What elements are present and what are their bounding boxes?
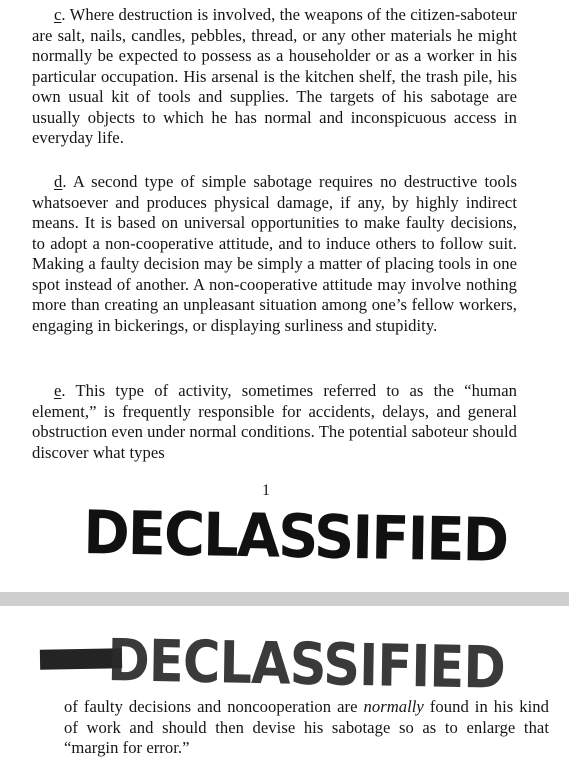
continued-text	[64, 697, 549, 759]
paragraph-label-c: c	[54, 5, 62, 24]
paragraph-label-d: d	[54, 172, 63, 191]
continued-text-italic: normally	[363, 697, 424, 716]
paragraph-d-text: . A second type of simple sabotage requires no destructive tools whatsoever and produces physical damage, if any, by highly indirect means. It is based on universal opportunities to make faulty decisions, to adopt a non-cooperative attitude, and to induce others to follow suit. Making a faulty decision may be simply a matter of placing tools in one spot instead of another. A non-cooperative attitude may involve nothing more than creating an unpleasant situation among one’s fellow workers, engaging in bickerings, or displaying surliness and stupidity.	[32, 172, 517, 335]
continued-text-end: found in his kind of work and should then devise his sabotage so as to enlarge that “margin for error.”	[64, 697, 549, 757]
page-divider	[0, 592, 569, 606]
paragraph-e-text: . This type of activity, sometimes referred to as the “human element,” is frequently responsible for accidents, delays, and general obstruction even under normal conditions. The potential saboteur should discover what types	[32, 381, 517, 462]
paragraph-d	[32, 172, 517, 336]
paragraph-e	[32, 381, 517, 463]
declassified-stamp-faint-text: DECLASSIFIED	[106, 625, 506, 702]
paragraph-c-text: . Where destruction is involved, the weapons of the citizen-saboteur are salt, nails, candles, pebbles, thread, or any other materials he might normally be expected to possess as a householder or as a worker in his particular occupation. His arsenal is the kitchen shelf, the trash pile, his own usual kit of tools and supplies. The targets of his sabotage are usually objects to which he has normal and inconspicuous access in everyday life.	[32, 5, 517, 147]
declassified-stamp-text: DECLASSIFIED	[82, 498, 508, 576]
continued-text-start: of faulty decisions and noncooperation are	[64, 697, 364, 716]
page-number: 1	[262, 482, 270, 499]
declassified-stamp	[82, 498, 508, 580]
paragraph-label-e: e	[54, 381, 62, 400]
paragraph-c	[32, 5, 517, 149]
